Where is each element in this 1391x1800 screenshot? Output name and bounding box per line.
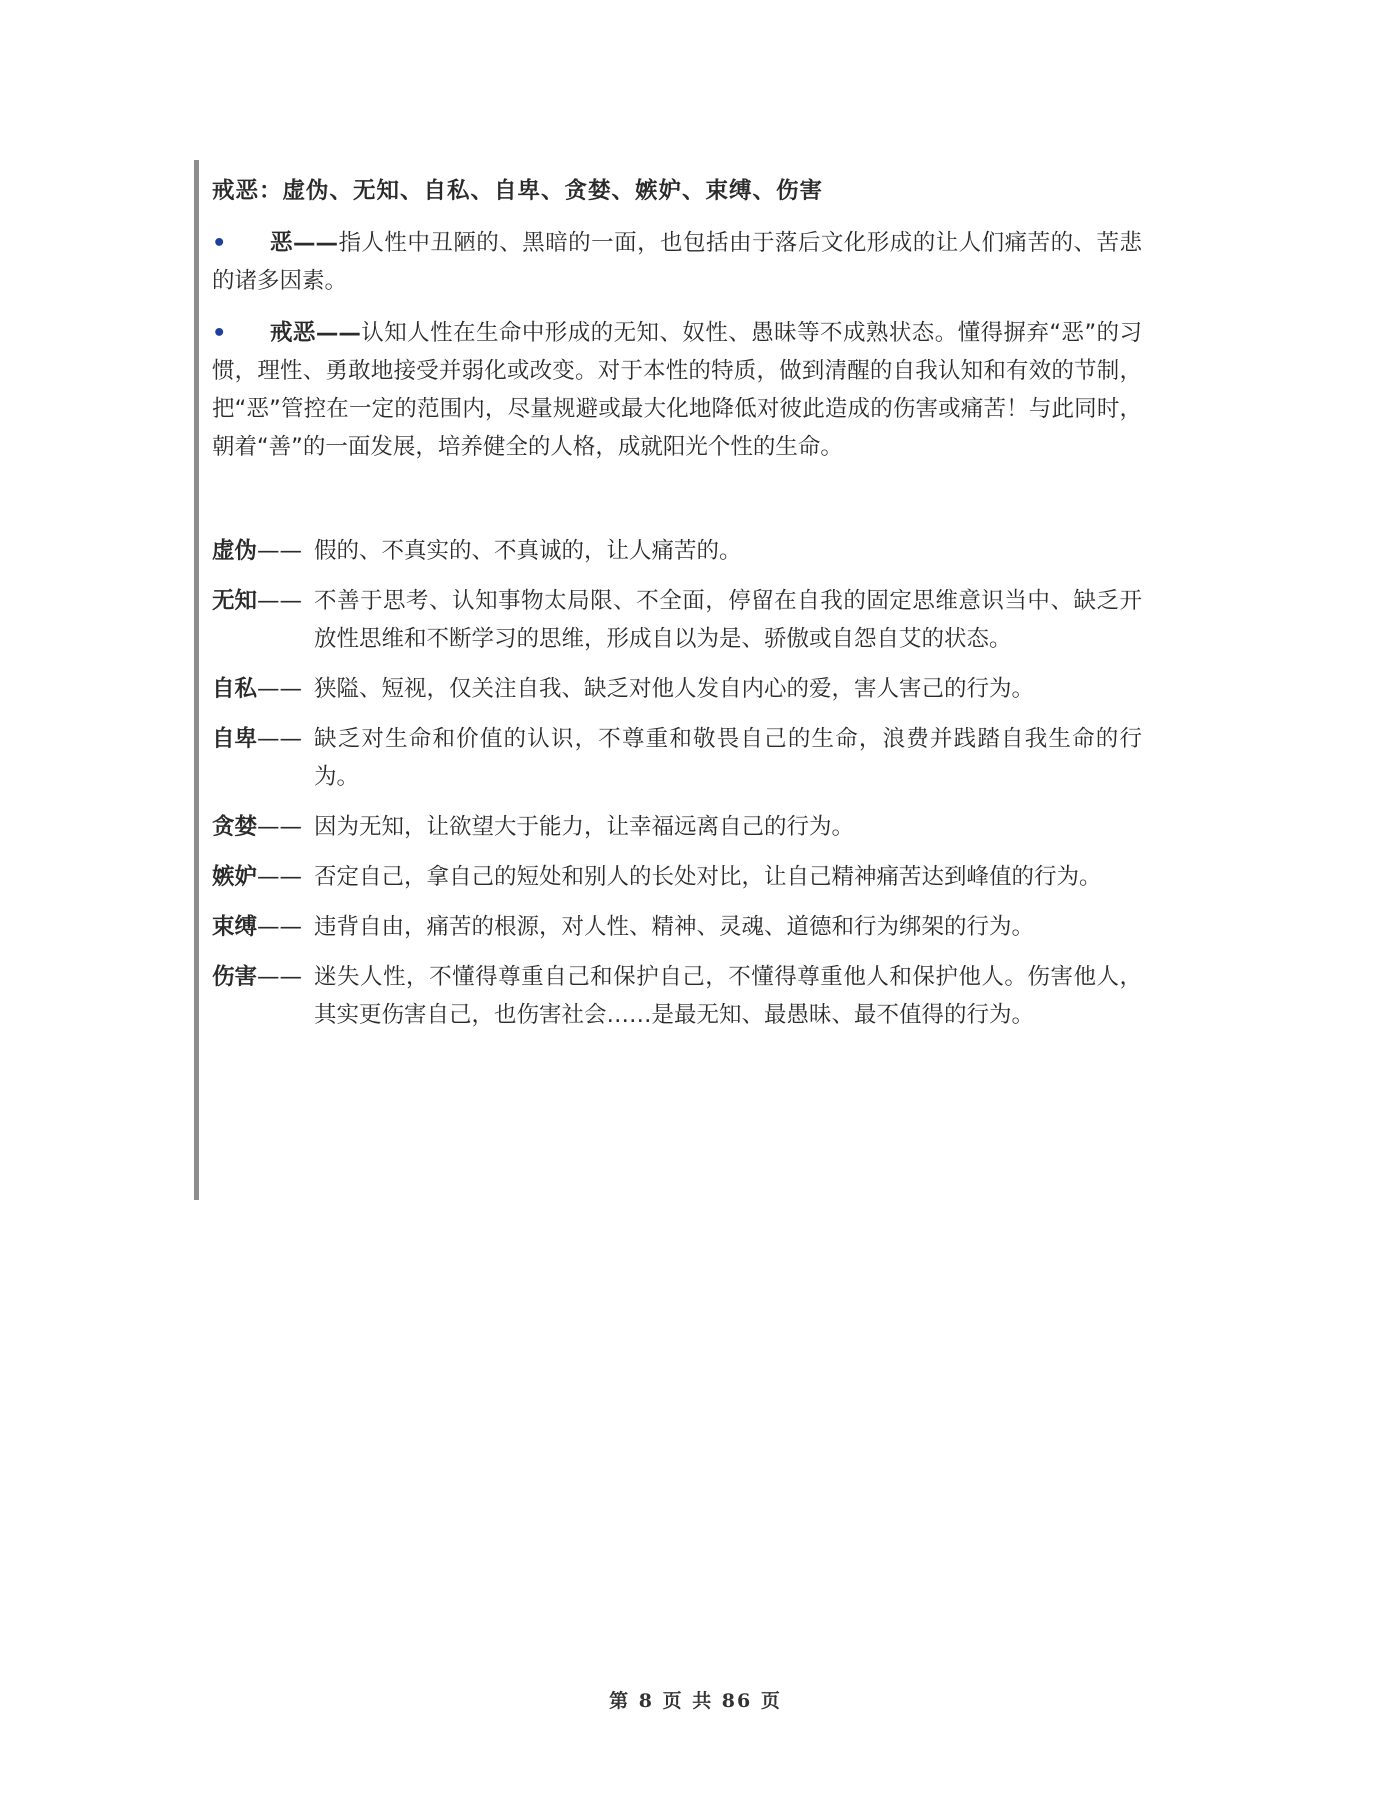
definition-term: 束缚	[212, 914, 258, 940]
definition-text: 狭隘、短视，仅关注自我、缺乏对他人发自内心的爱，害人害己的行为。	[314, 676, 1035, 702]
bullet-paragraph-abstain-evil	[212, 314, 1142, 466]
bullet-dash: ——	[292, 230, 338, 256]
definition-text: 因为无知，让欲望大于能力，让幸福远离自己的行为。	[314, 814, 855, 840]
definition-text: 迷失人性，不懂得尊重自己和保护自己，不懂得尊重他人和保护他人。伤害他人，其实更伤害自己，也伤害社会……是最无知、最愚昧、最不值得的行为。	[314, 964, 1142, 1028]
definition-selfishness	[212, 670, 1142, 708]
definition-term-wrap	[212, 532, 314, 570]
bullet-dot-icon: •	[212, 320, 227, 346]
bullet-text: 指人性中丑陋的、黑暗的一面，也包括由于落后文化形成的让人们痛苦的、苦悲的诸多因素。	[212, 230, 1142, 294]
definition-text: 否定自己，拿自己的短处和别人的长处对比，让自己精神痛苦达到峰值的行为。	[314, 864, 1102, 890]
definition-dash: ——	[257, 588, 303, 614]
definition-term-wrap	[212, 720, 314, 758]
definition-dash: ——	[257, 676, 303, 702]
definition-term: 虚伪	[212, 538, 258, 564]
definition-text: 违背自由，痛苦的根源，对人性、精神、灵魂、道德和行为绑架的行为。	[314, 914, 1035, 940]
definition-hypocrisy	[212, 532, 1142, 570]
section-heading: 戒恶：虚伪、无知、自私、自卑、贪婪、嫉妒、束缚、伤害	[212, 178, 824, 204]
definition-inferiority	[212, 720, 1142, 796]
definition-term-wrap	[212, 582, 314, 620]
definition-term-wrap	[212, 670, 314, 708]
definition-dash: ——	[257, 964, 303, 990]
definition-text: 假的、不真实的、不真诚的，让人痛苦的。	[314, 538, 742, 564]
definition-ignorance	[212, 582, 1142, 658]
definition-bondage	[212, 908, 1142, 946]
definition-term: 嫉妒	[212, 864, 258, 890]
definition-dash: ——	[257, 538, 303, 564]
definition-dash: ——	[257, 726, 303, 752]
definition-term: 无知	[212, 588, 258, 614]
definition-term: 贪婪	[212, 814, 258, 840]
bullet-text: 认知人性在生命中形成的无知、奴性、愚昧等不成熟状态。懂得摒弃“恶”的习惯，理性、勇敢地接受并弱化或改变。对于本性的特质，做到清醒的自我认知和有效的节制，把“恶”管控在一定的范围内，尽量规避或最大化地降低对彼此造成的伤害或痛苦！与此同时，朝着“善”的一面发展，培养健全的人格，成就阳光个性的生命。	[212, 320, 1142, 460]
definition-term: 自卑	[212, 726, 258, 752]
bullet-term: 戒恶	[270, 320, 316, 346]
definition-term: 自私	[212, 676, 258, 702]
definition-harm	[212, 958, 1142, 1034]
left-margin-rule	[194, 160, 199, 1200]
definition-dash: ——	[257, 914, 303, 940]
definition-text: 不善于思考、认知事物太局限、不全面，停留在自我的固定思维意识当中、缺乏开放性思维和不断学习的思维，形成自以为是、骄傲或自怨自艾的状态。	[314, 588, 1142, 652]
definition-dash: ——	[257, 864, 303, 890]
definition-dash: ——	[257, 814, 303, 840]
definition-term-wrap	[212, 958, 314, 996]
definition-jealousy	[212, 858, 1142, 896]
definition-greed	[212, 808, 1142, 846]
definition-term: 伤害	[212, 964, 258, 990]
bullet-dash: ——	[315, 320, 361, 346]
definition-term-wrap	[212, 808, 314, 846]
definition-term-wrap	[212, 908, 314, 946]
section-spacer	[212, 480, 1142, 532]
bullet-term: 恶	[270, 230, 293, 256]
bullet-paragraph-evil	[212, 224, 1142, 300]
definition-text: 缺乏对生命和价值的认识，不尊重和敬畏自己的生命，浪费并践踏自我生命的行为。	[314, 726, 1142, 790]
page-content	[212, 172, 1142, 1046]
definition-term-wrap	[212, 858, 314, 896]
bullet-dot-icon: •	[212, 230, 227, 256]
page-number-footer: 第 8 页 共 86 页	[609, 1690, 782, 1712]
